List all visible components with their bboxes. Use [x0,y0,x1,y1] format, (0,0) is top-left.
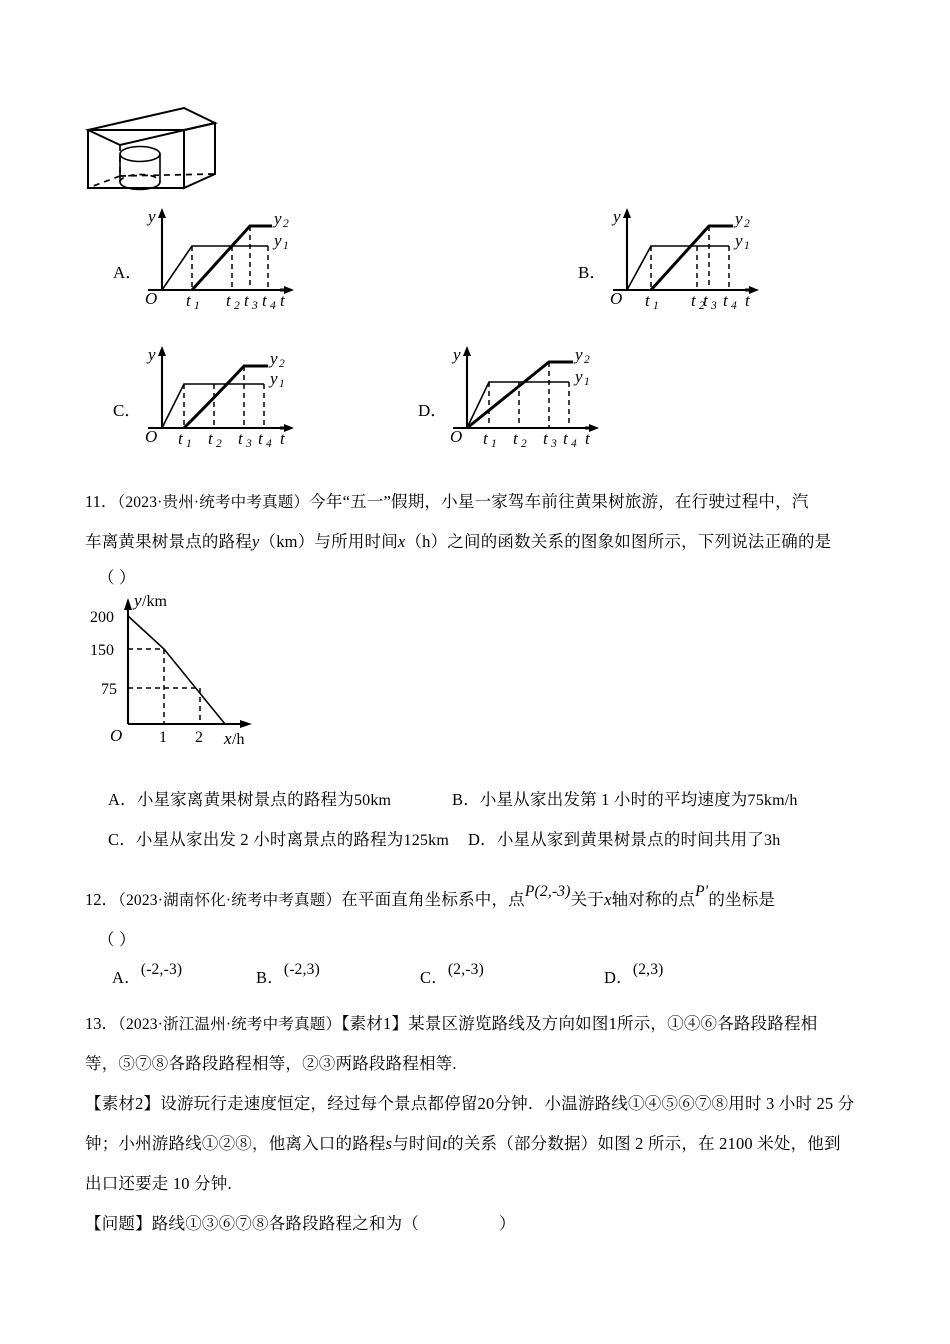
svg-text:200: 200 [90,609,114,626]
svg-text:y: y [274,231,282,250]
svg-text:/h: /h [232,731,245,748]
q13-line3-text: 【素材2】设游玩行走速度恒定，经过每个景点都停留20分钟．小温游路线①④⑤⑥⑦⑧用时 3 小时 25 分 [85,1094,855,1113]
q12-option-b-letter: B． [256,968,284,987]
q13-line-5 [85,1164,232,1204]
q11-line2-a: 车离黄果树景点的路程 [85,532,252,551]
svg-text:1: 1 [186,438,192,450]
svg-text:4: 4 [571,438,577,450]
svg-text:y: y [453,345,461,364]
svg-text:x: x [224,729,232,748]
q13-var-t: t [442,1134,448,1153]
q11-option-b-text: 小星从家出发第 1 小时的平均速度为 [479,790,748,809]
svg-text:2: 2 [699,300,705,312]
svg-text:t: t [563,429,568,448]
svg-text:2: 2 [584,354,590,366]
q11-line2-b: （km）与所用时间 [259,532,398,551]
svg-text:t: t [723,291,728,310]
option-a-letter: A． [113,263,143,282]
svg-text:y: y [148,345,156,364]
svg-text:t: t [178,429,183,448]
q11-option-b [452,780,798,821]
q12-var-x: x [604,890,612,909]
q11-distance-time-chart [84,591,284,748]
q11-number: 11． [85,492,118,511]
svg-text:3: 3 [711,300,717,312]
svg-text:t: t [186,291,191,310]
q12-option-d-value: (2,3) [632,961,664,978]
svg-text:1: 1 [159,729,167,746]
option-c-letter: C． [113,401,142,420]
svg-text:y: y [735,231,743,250]
q12-option-d-letter: D． [604,968,633,987]
q13-line-2 [85,1044,457,1084]
svg-text:3: 3 [551,438,557,450]
q13-line-6 [85,1204,516,1244]
q13-line2-text: 等，⑤⑦⑧各路段路程相等，②③两路段路程相等. [85,1054,457,1073]
q11-line2-c: （h）之间的函数关系的图象如图所示，下列说法正确的是 [405,532,832,551]
q13-source: （2023·浙江温州·统考中考真题） [118,1016,342,1033]
svg-text:1: 1 [491,438,497,450]
q12-blank-parens: （ ） [98,930,136,949]
q12-text-b: 关于 [570,890,605,909]
svg-text:y: y [148,207,156,226]
svg-text:y: y [575,367,583,386]
q11-answer-blank [98,558,136,598]
svg-text:y: y [270,369,278,388]
q12-option-a [112,950,182,998]
q11-option-b-letter: B． [452,790,480,809]
svg-text:O: O [610,289,623,308]
q12-text-c: 轴对称的点 [611,890,696,909]
svg-text:O: O [110,726,123,745]
svg-text:y: y [735,209,743,228]
q11-option-c-value: 125km [403,832,449,849]
q11-var-y: y [252,532,260,551]
svg-text:O: O [145,289,158,308]
option-d-graph [445,345,605,450]
option-b-letter: B． [578,263,607,282]
q13-line-3 [85,1084,854,1124]
svg-text:2: 2 [195,729,203,746]
svg-text:y: y [575,345,583,364]
q11-option-c-letter: C． [108,830,136,849]
q12-option-c-letter: C． [420,968,448,987]
svg-text:1: 1 [279,378,285,390]
q13-number: 13． [85,1014,118,1033]
q11-blank-parens: （ ） [98,568,136,587]
q12-option-b-value: (-2,3) [283,961,320,978]
svg-text:O: O [450,427,463,446]
q11-source: （2023·贵州·统考中考真题） [117,494,310,511]
svg-text:3: 3 [252,300,258,312]
q12-line-1 [85,872,775,921]
q12-option-c-value: (2,-3) [447,961,484,978]
svg-text:t: t [483,429,488,448]
svg-text:2: 2 [279,358,285,370]
svg-text:2: 2 [234,300,240,312]
svg-text:150: 150 [90,642,114,659]
q12-option-c [420,950,484,998]
svg-text:t: t [280,429,285,448]
svg-text:2: 2 [744,218,750,230]
q11-option-a-letter: A． [108,790,137,809]
q13-line-4 [85,1124,841,1164]
svg-text:t: t [226,291,231,310]
q11-option-b-value: 75km/h [747,792,798,809]
q11-option-a-value: 50km [353,792,392,809]
q12-number: 12． [85,890,118,909]
option-b-graph [605,207,765,312]
svg-text:1: 1 [283,240,289,252]
q12-text-d: 的坐标是 [708,890,776,909]
svg-text:1: 1 [744,240,750,252]
svg-text:t: t [244,291,249,310]
svg-text:t: t [645,291,650,310]
q13-line5-text: 出口还要走 10 分钟. [85,1174,232,1193]
q11-option-d-value: 3h [764,832,781,849]
svg-text:1: 1 [584,376,590,388]
option-d-letter: D． [418,401,448,420]
q11-var-x: x [397,532,406,551]
q13-problem-close: ） [499,1214,516,1233]
svg-text:1: 1 [653,300,659,312]
svg-text:t: t [513,429,518,448]
q11-option-a-text: 小星家离黄果树景点的路程为 [136,790,354,809]
q13-line4-b: 与时间 [392,1134,443,1153]
q13-line4-a: 钟；小州游路线①②⑧，他离入口的路程 [85,1134,386,1153]
option-a-graph [140,207,300,312]
svg-text:4: 4 [266,438,272,450]
q11-option-c [108,820,449,861]
svg-text:y: y [134,591,142,610]
q11-option-d-text: 小星从家到黄果树景点的时间共用了 [496,830,765,849]
svg-text:O: O [145,427,158,446]
svg-text:t: t [262,291,267,310]
q12-source: （2023·湖南怀化·统考中考真题） [118,892,342,909]
svg-text:y: y [270,349,278,368]
svg-text:y: y [613,207,621,226]
svg-text:4: 4 [270,300,276,312]
q12-option-a-letter: A． [112,968,141,987]
svg-text:t: t [258,429,263,448]
svg-text:2: 2 [216,438,222,450]
q12-option-d [604,950,664,998]
q12-point-p: P(2,-3) [524,883,571,900]
svg-text:/km: /km [142,593,167,610]
q11-line-2 [85,522,831,562]
q12-text-a: 在平面直角坐标系中，点 [341,890,525,909]
svg-text:t: t [238,429,243,448]
q11-option-d-letter: D． [468,830,497,849]
q12-point-p-prime: P′ [695,883,709,900]
cuboid-with-cylinder-figure [84,104,219,196]
q13-line-1 [85,1004,817,1045]
q11-option-c-text: 小星从家出发 2 小时离景点的路程为 [135,830,404,849]
q11-option-d [468,820,780,861]
option-c-graph [140,345,300,450]
svg-text:t: t [691,291,696,310]
q12-option-a-value: (-2,-3) [140,961,183,978]
q13-line1-text: 【素材1】某景区游览路线及方向如图1所示，①④⑥各路段路程相 [341,1014,818,1033]
svg-text:4: 4 [731,300,737,312]
q12-option-b [256,950,320,998]
svg-text:t: t [208,429,213,448]
q13-var-s: s [385,1134,393,1153]
svg-text:t: t [585,429,590,448]
svg-text:t: t [280,291,285,310]
svg-text:1: 1 [194,300,200,312]
q11-line1-text: 今年“五一”假期，小星一家驾车前往黄果树旅游，在行驶过程中，汽 [309,492,809,511]
q13-line4-c: 的关系（部分数据）如图 2 所示，在 2100 米处，他到 [447,1134,841,1153]
q11-line-1 [85,482,809,523]
svg-text:3: 3 [246,438,252,450]
svg-text:t: t [703,291,708,310]
svg-text:t: t [543,429,548,448]
q13-problem-text: 【问题】路线①③⑥⑦⑧各路段路程之和为（ [85,1214,419,1233]
svg-text:y: y [274,209,282,228]
svg-text:2: 2 [283,218,289,230]
svg-text:75: 75 [101,681,117,698]
svg-text:t: t [745,291,750,310]
svg-text:2: 2 [521,438,527,450]
q11-option-a [108,780,391,821]
